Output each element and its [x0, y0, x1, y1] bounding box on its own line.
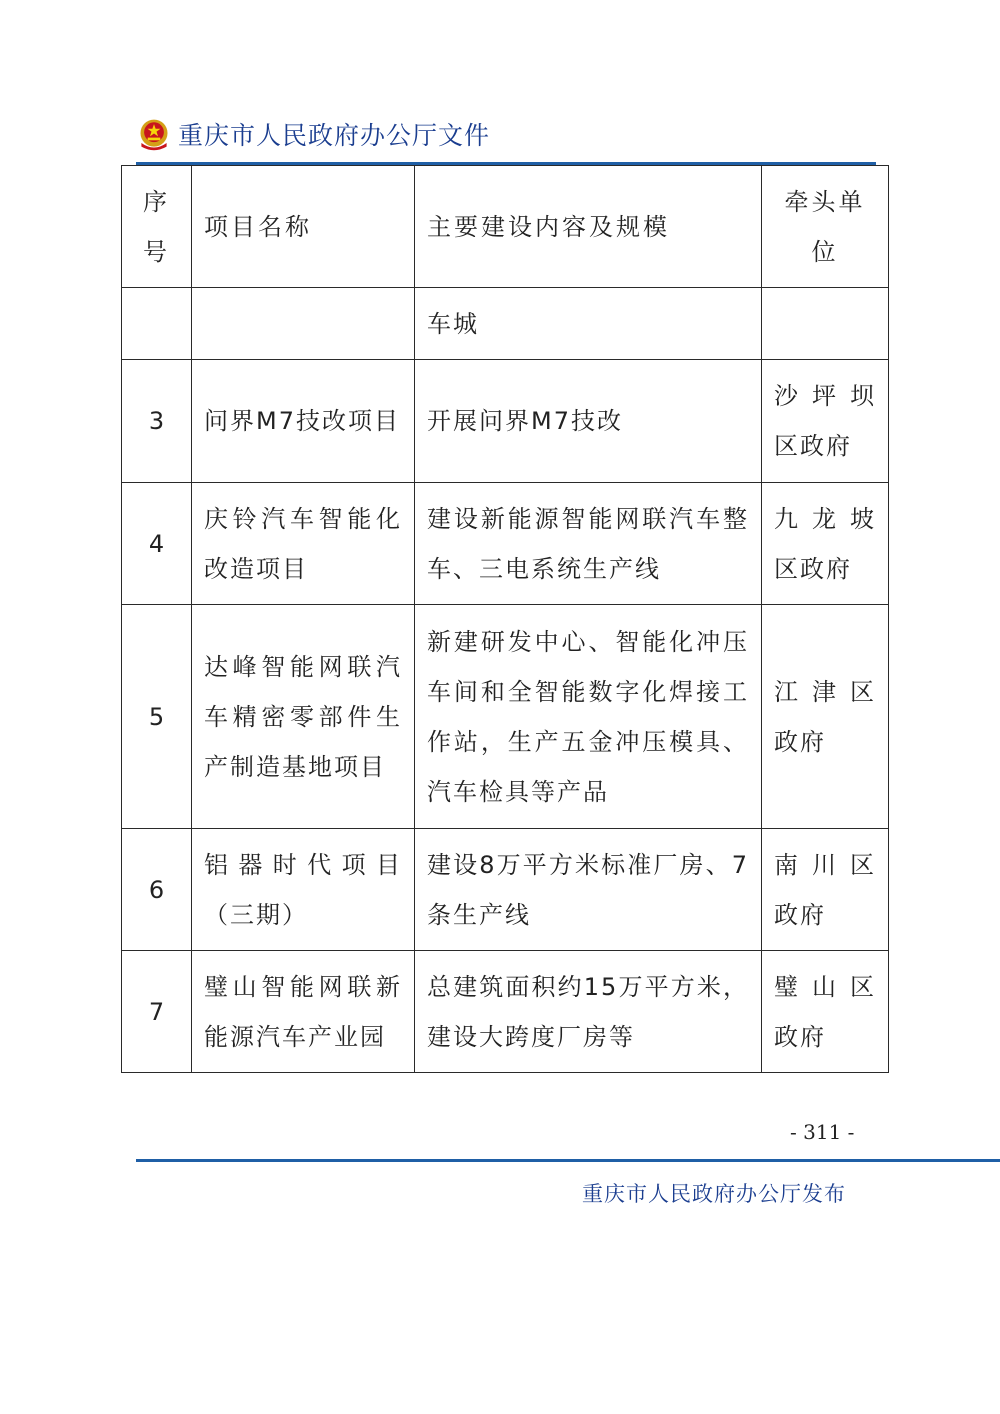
document-header — [136, 112, 490, 156]
row-content: 新建研发中心、智能化冲压车间和全智能数字化焊接工作站，生产五金冲压模具、汽车检具等产品 — [415, 605, 762, 829]
page-number: - 311 - — [790, 1120, 855, 1144]
row-content: 建设新能源智能网联汽车整车、三电系统生产线 — [415, 483, 762, 605]
table-row — [122, 951, 889, 1073]
table-row — [122, 360, 889, 483]
row-content: 总建筑面积约15万平方米，建设大跨度厂房等 — [415, 951, 762, 1073]
row-name: 铝器时代项目（三期） — [192, 829, 415, 951]
row-unit: 璧山区政府 — [762, 951, 889, 1073]
row-unit — [762, 288, 889, 360]
row-content: 开展问界M7技改 — [415, 360, 762, 483]
table-row — [122, 288, 889, 360]
row-name: 璧山智能网联新能源汽车产业园 — [192, 951, 415, 1073]
row-unit: 沙坪坝区政府 — [762, 360, 889, 483]
row-no: 5 — [122, 605, 192, 829]
row-unit: 南川区政府 — [762, 829, 889, 951]
row-name: 达峰智能网联汽车精密零部件生产制造基地项目 — [192, 605, 415, 829]
national-emblem-icon — [136, 116, 172, 152]
row-name: 问界M7技改项目 — [192, 360, 415, 483]
row-no — [122, 288, 192, 360]
row-unit: 江津区政府 — [762, 605, 889, 829]
column-header-unit: 牵头单位 — [762, 166, 889, 288]
column-header-no: 序号 — [122, 166, 192, 288]
table-row — [122, 483, 889, 605]
table-row — [122, 605, 889, 829]
table-row — [122, 829, 889, 951]
row-no: 3 — [122, 360, 192, 483]
row-content: 车城 — [415, 288, 762, 360]
row-no: 4 — [122, 483, 192, 605]
project-table — [121, 165, 889, 1073]
row-content: 建设8万平方米标准厂房、7条生产线 — [415, 829, 762, 951]
row-name — [192, 288, 415, 360]
header-title: 重庆市人民政府办公厅文件 — [178, 121, 491, 150]
column-header-content: 主要建设内容及规模 — [415, 166, 762, 288]
footer-rule — [136, 1159, 1000, 1162]
table-header-row — [122, 166, 889, 288]
row-no: 7 — [122, 951, 192, 1073]
row-unit: 九龙坡区政府 — [762, 483, 889, 605]
column-header-name: 项目名称 — [192, 166, 415, 288]
row-no: 6 — [122, 829, 192, 951]
row-name: 庆铃汽车智能化改造项目 — [192, 483, 415, 605]
footer-publisher: 重庆市人民政府办公厅发布 — [582, 1182, 846, 1206]
